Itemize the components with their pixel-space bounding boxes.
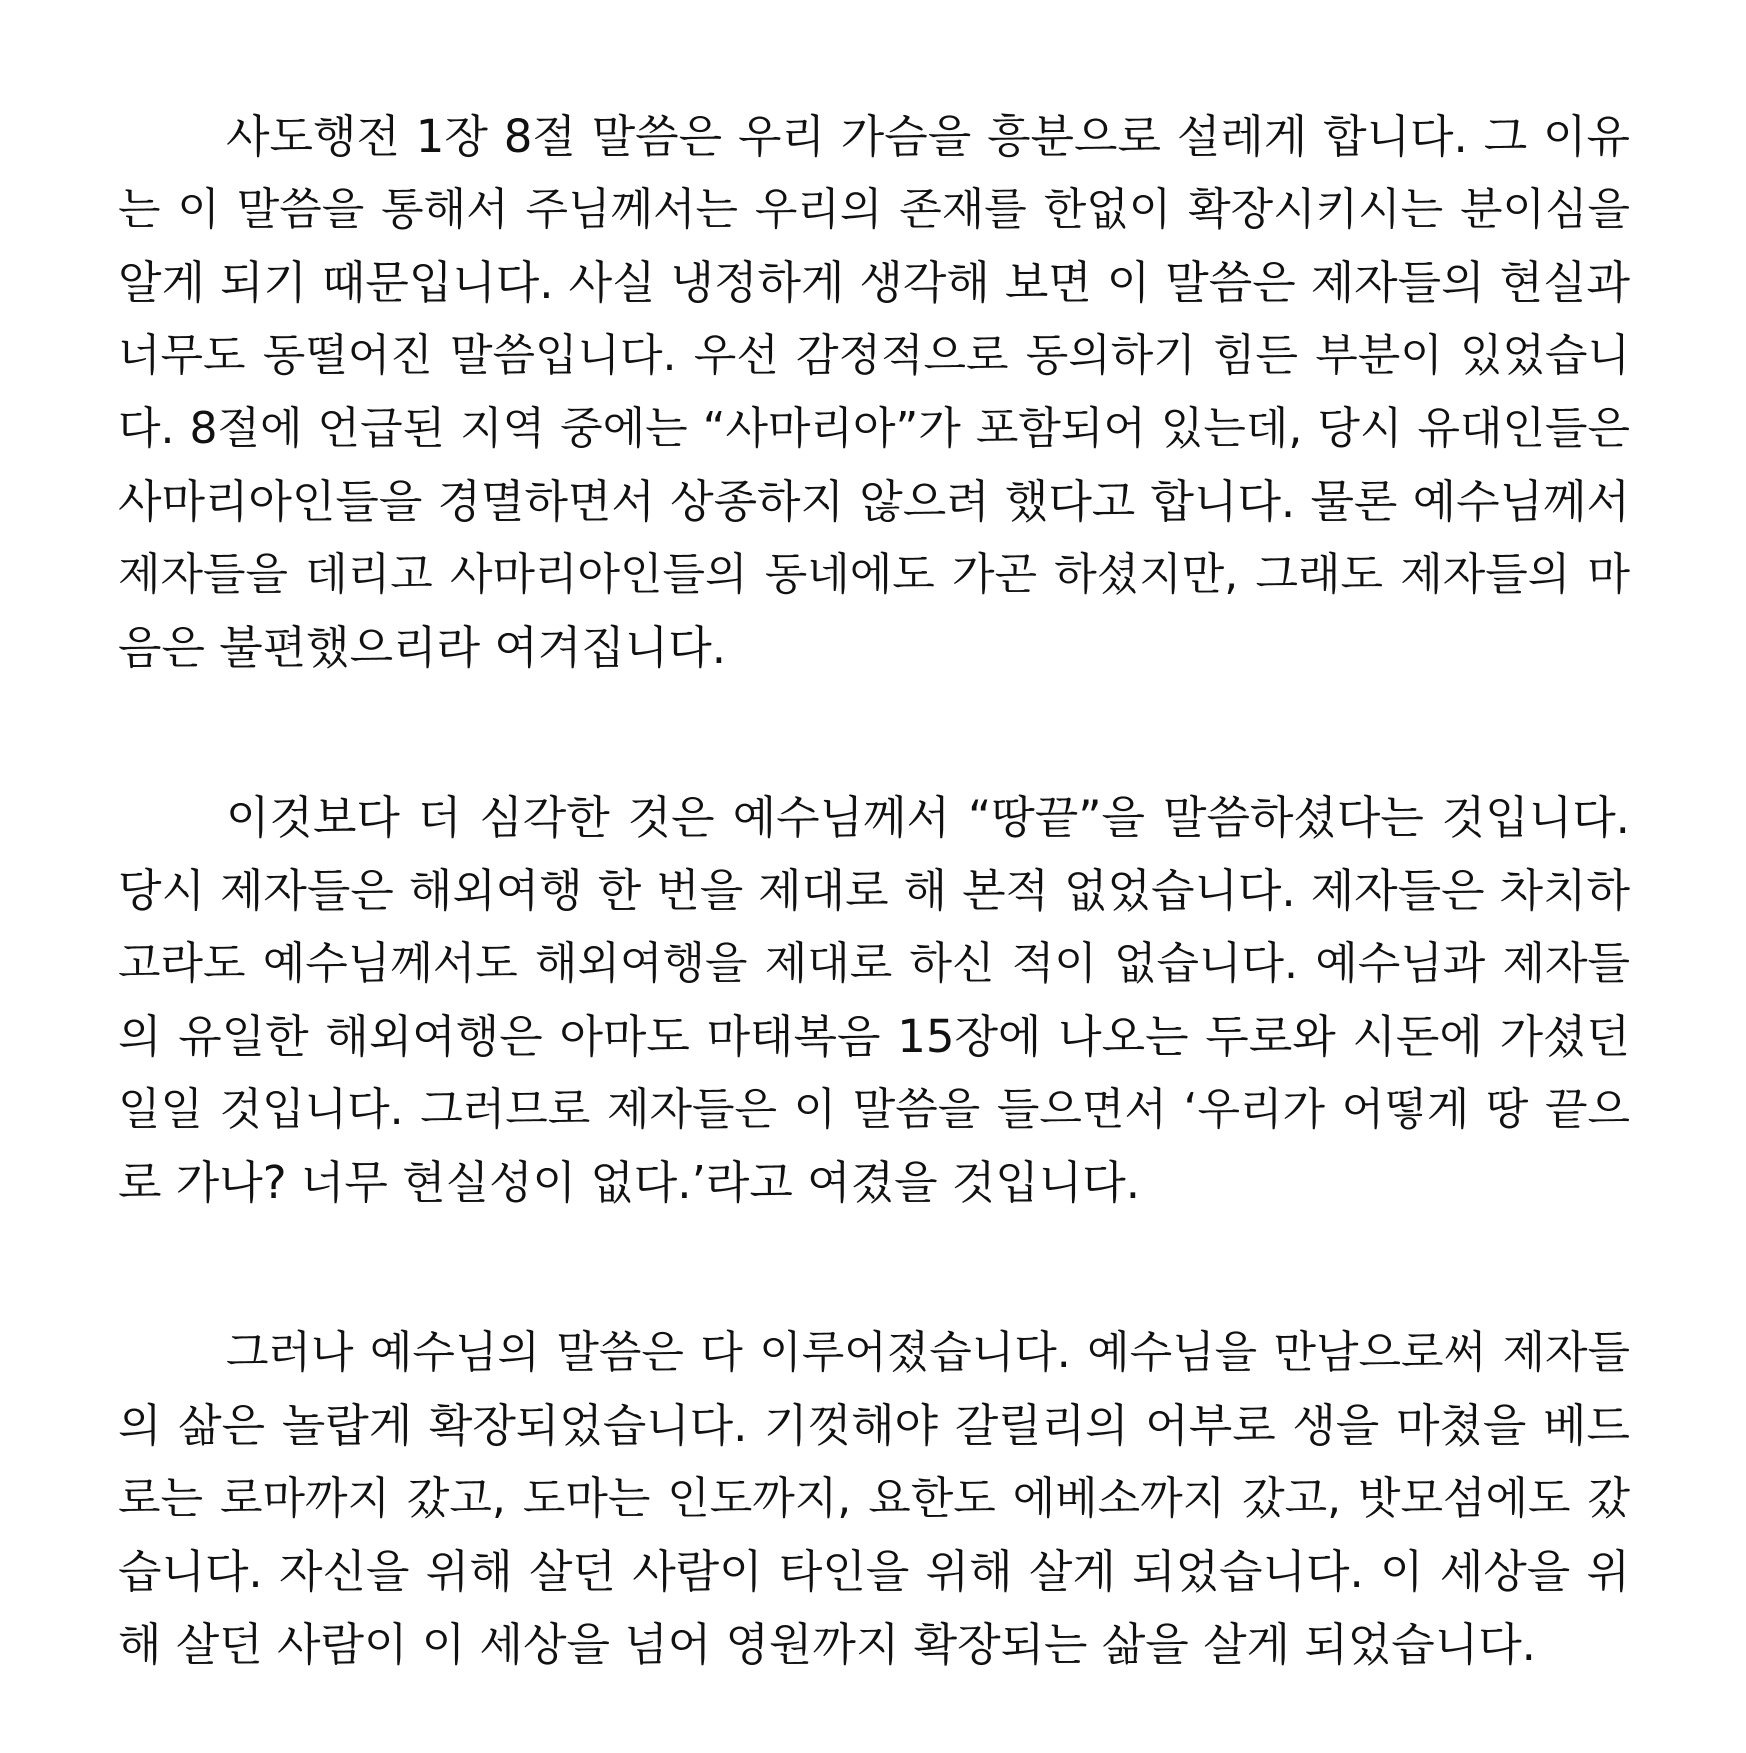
text-line: 로는 로마까지 갔고, 도마는 인도까지, 요한도 에베소까지 갔고, 밧모섬에도 갔 <box>118 1473 1630 1524</box>
text-line: 로 가나? 너무 현실성이 없다.’라고 여겼을 것입니다. <box>118 1156 1141 1209</box>
paragraph-1 <box>118 100 1630 684</box>
text-line: 사마리아인들을 경멸하면서 상종하지 않으려 했다고 합니다. 물론 예수님께서 <box>118 475 1630 528</box>
text-line: 다. 8절에 언급된 지역 중에는 “사마리아”가 포함되어 있는데, 당시 유대인들은 <box>118 403 1630 454</box>
text-line: 음은 불편했으리라 여겨집니다. <box>118 621 727 674</box>
text-line: 알게 되기 때문입니다. 사실 냉정하게 생각해 보면 이 말씀은 제자들의 현실과 <box>118 256 1630 309</box>
text-line: 는 이 말씀을 통해서 주님께서는 우리의 존재를 한없이 확장시키시는 분이심을 <box>118 184 1630 235</box>
text-line: 그러나 예수님의 말씀은 다 이루어졌습니다. 예수님을 만남으로써 제자들 <box>226 1327 1630 1378</box>
paragraph-3 <box>118 1316 1630 1681</box>
text-line: 해 살던 사람이 이 세상을 넘어 영원까지 확장되는 삶을 살게 되었습니다. <box>118 1618 1536 1671</box>
text-line: 제자들을 데리고 사마리아인들의 동네에도 가곤 하셨지만, 그래도 제자들의 마 <box>118 549 1630 600</box>
text-line: 의 유일한 해외여행은 아마도 마태복음 15장에 나오는 두로와 시돈에 가셨던 <box>118 1010 1630 1063</box>
document-page <box>118 100 1630 1681</box>
text-line: 고라도 예수님께서도 해외여행을 제대로 하신 적이 없습니다. 예수님과 제자들 <box>118 938 1630 989</box>
paragraph-2 <box>118 781 1630 1219</box>
paragraph-spacer <box>118 684 1630 781</box>
text-line: 당시 제자들은 해외여행 한 번을 제대로 해 본적 없었습니다. 제자들은 차치하 <box>118 864 1630 917</box>
paragraph-spacer <box>118 1219 1630 1316</box>
text-line: 너무도 동떨어진 말씀입니다. 우선 감정적으로 동의하기 힘든 부분이 있었습니 <box>118 330 1630 381</box>
text-line: 습니다. 자신을 위해 살던 사람이 타인을 위해 살게 되었습니다. 이 세상을 위 <box>118 1545 1630 1598</box>
text-line: 이것보다 더 심각한 것은 예수님께서 “땅끝”을 말씀하셨다는 것입니다. <box>226 791 1630 844</box>
text-line: 사도행전 1장 8절 말씀은 우리 가슴을 흥분으로 설레게 합니다. 그 이유 <box>226 110 1630 163</box>
text-line: 일일 것입니다. 그러므로 제자들은 이 말씀을 들으면서 ‘우리가 어떻게 땅 끝으 <box>118 1084 1630 1135</box>
text-line: 의 삶은 놀랍게 확장되었습니다. 기껏해야 갈릴리의 어부로 생을 마쳤을 베드 <box>118 1399 1630 1452</box>
